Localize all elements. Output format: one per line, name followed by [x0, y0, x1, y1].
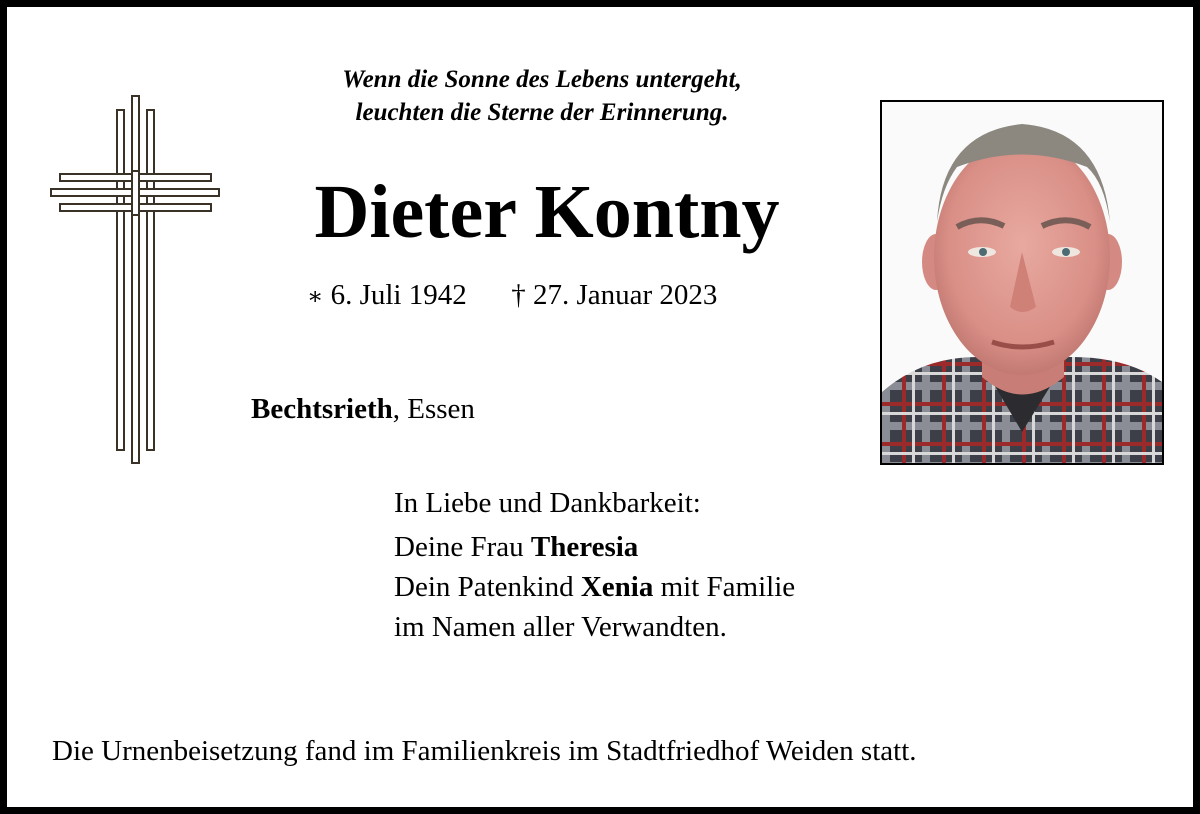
residence — [251, 389, 475, 429]
family-line-relatives: im Namen aller Verwandten. — [394, 611, 727, 643]
life-dates — [307, 275, 717, 317]
portrait-photo — [880, 100, 1164, 465]
family-line-godchild — [394, 567, 795, 607]
family-line-godchild-suffix: mit Familie — [653, 571, 796, 603]
godchild-name: Xenia — [580, 571, 654, 603]
birth-date: 6. Juli 1942 — [330, 279, 467, 311]
death-dagger-icon: † — [511, 279, 526, 311]
wife-name: Theresia — [530, 531, 639, 563]
family-line-wife-text: Deine Frau — [394, 531, 531, 563]
family-line-godchild-text: Dein Patenkind — [394, 571, 581, 603]
residence-rest: , Essen — [392, 393, 475, 425]
portrait-image — [882, 102, 1162, 463]
family-intro: In Liebe und Dankbarkeit: — [394, 487, 701, 519]
motto-line-2: leuchten die Sterne der Erinnerung. — [355, 99, 729, 126]
deceased-name: Dieter Kontny — [314, 170, 780, 254]
cross-icon — [45, 93, 225, 468]
death-date: 27. Januar 2023 — [532, 279, 718, 311]
family-block — [394, 483, 795, 647]
burial-note: Die Urnenbeisetzung fand im Familienkreis im Stadtfriedhof Weiden statt. — [52, 735, 917, 767]
birth-star-icon: ∗ — [307, 284, 324, 310]
motto — [257, 63, 827, 129]
residence-town: Bechtsrieth — [251, 393, 393, 425]
family-line-wife — [394, 527, 795, 567]
motto-line-1: Wenn die Sonne des Lebens untergeht, — [342, 66, 742, 93]
